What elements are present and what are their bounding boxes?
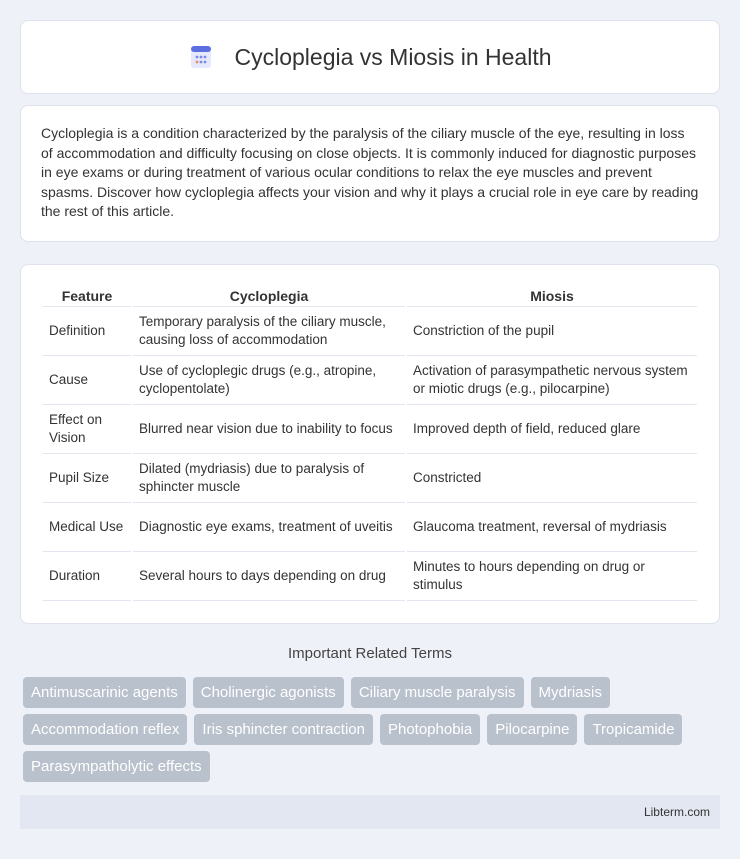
table-row	[43, 307, 697, 356]
table-row	[43, 454, 697, 503]
row-miosis: Glaucoma treatment, reversal of mydriasis	[407, 503, 697, 552]
term-tag[interactable]: Antimuscarinic agents	[23, 677, 186, 708]
row-cycloplegia: Blurred near vision due to inability to focus	[133, 405, 405, 454]
table-row	[43, 405, 697, 454]
row-feature: Effect on Vision	[43, 405, 131, 454]
term-tag[interactable]: Cholinergic agonists	[193, 677, 344, 708]
table-row	[43, 552, 697, 601]
table-header-row	[43, 285, 697, 307]
document-icon	[188, 44, 214, 70]
intro-card	[20, 105, 720, 242]
term-tag[interactable]: Iris sphincter contraction	[194, 714, 373, 745]
row-cycloplegia: Diagnostic eye exams, treatment of uveitis	[133, 503, 405, 552]
row-feature: Cause	[43, 356, 131, 405]
row-feature: Medical Use	[43, 503, 131, 552]
term-tag[interactable]: Tropicamide	[584, 714, 682, 745]
footer-site-link[interactable]: Libterm.com	[643, 805, 710, 819]
header-feature: Feature	[43, 285, 131, 307]
row-cycloplegia: Several hours to days depending on drug	[133, 552, 405, 601]
intro-text: Cycloplegia is a condition characterized by the paralysis of the ciliary muscle of the eye, resulting in loss of accommodation and difficulty focusing on close objects. It is commonly induced for diagnostic purposes in eye exams or during treatment of various ocular conditions to relax the eye muscles and prevent spasms. Discover how cycloplegia affects your vision and why it plays a crucial role in eye care by reading the rest of this article.	[41, 125, 699, 219]
row-cycloplegia: Temporary paralysis of the ciliary muscle, causing loss of accommodation	[133, 307, 405, 356]
related-terms-heading: Important Related Terms	[288, 645, 452, 662]
row-cycloplegia: Dilated (mydriasis) due to paralysis of sphincter muscle	[133, 454, 405, 503]
comparison-table	[41, 285, 699, 601]
row-miosis: Improved depth of field, reduced glare	[407, 405, 697, 454]
term-tag[interactable]: Parasympatholytic effects	[23, 751, 210, 782]
row-feature: Pupil Size	[43, 454, 131, 503]
row-miosis: Activation of parasympathetic nervous system or miotic drugs (e.g., pilocarpine)	[407, 356, 697, 405]
row-cycloplegia: Use of cycloplegic drugs (e.g., atropine, cyclopentolate)	[133, 356, 405, 405]
term-tag[interactable]: Ciliary muscle paralysis	[351, 677, 524, 708]
row-feature: Definition	[43, 307, 131, 356]
header-cycloplegia: Cycloplegia	[133, 285, 405, 307]
term-tag[interactable]: Accommodation reflex	[23, 714, 187, 745]
table-row	[43, 356, 697, 405]
row-miosis: Minutes to hours depending on drug or stimulus	[407, 552, 697, 601]
row-feature: Duration	[43, 552, 131, 601]
table-row	[43, 503, 697, 552]
related-terms-list	[23, 677, 723, 788]
term-tag[interactable]: Pilocarpine	[487, 714, 577, 745]
page-title: Cycloplegia vs Miosis in Health	[234, 43, 552, 70]
row-miosis: Constriction of the pupil	[407, 307, 697, 356]
title-card	[20, 20, 720, 94]
header-miosis: Miosis	[407, 285, 697, 307]
term-tag[interactable]: Mydriasis	[531, 677, 610, 708]
term-tag[interactable]: Photophobia	[380, 714, 480, 745]
comparison-card	[20, 264, 720, 624]
footer	[20, 795, 720, 829]
row-miosis: Constricted	[407, 454, 697, 503]
